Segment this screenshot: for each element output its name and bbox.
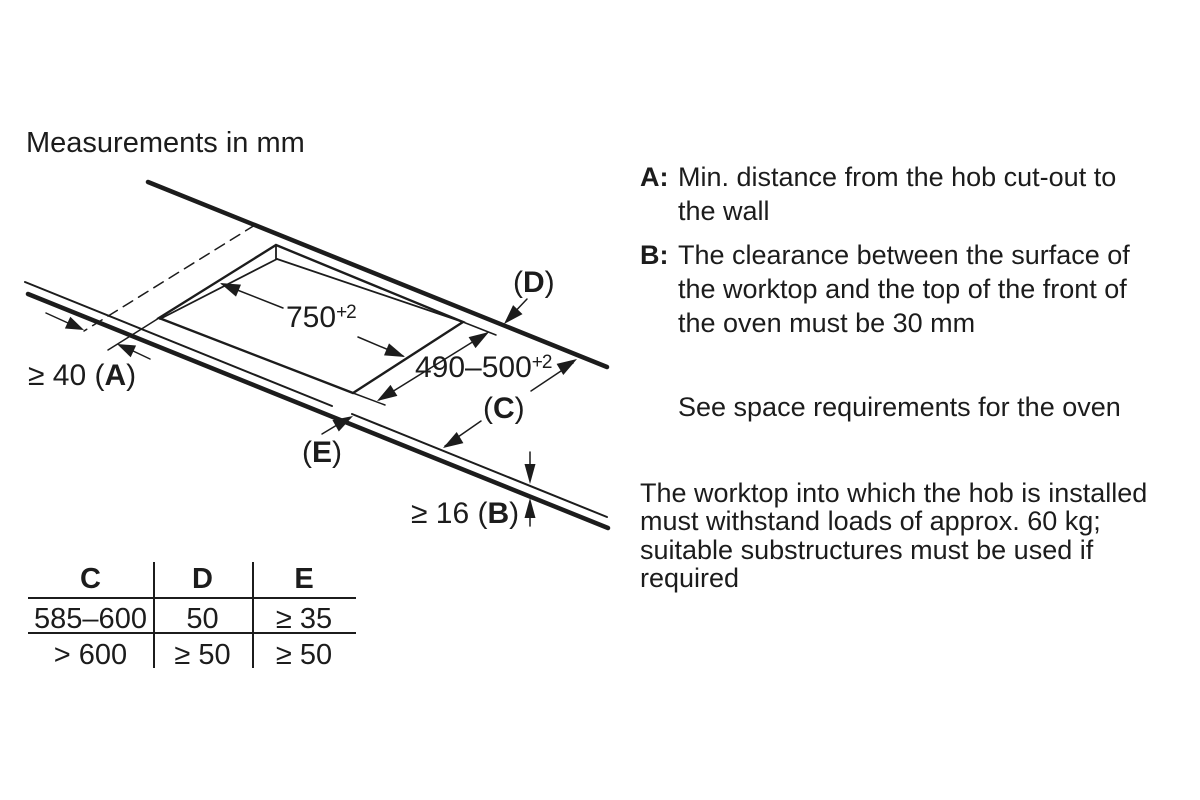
table-cell-d2: ≥ 50	[174, 639, 231, 671]
dim-a-line-left	[46, 313, 68, 323]
dim-b-label: ≥ 16 (B)	[411, 497, 520, 530]
worktop-table	[28, 562, 356, 672]
arrowhead-750-left	[220, 283, 241, 297]
page-title: Measurements in mm	[26, 127, 305, 159]
cutout-inner-left-edge	[160, 259, 277, 319]
arrowhead-490-bottom	[377, 385, 397, 401]
arrowhead-c-bottom	[443, 432, 463, 448]
leader-e-line	[322, 425, 337, 434]
dim-490-500-value: 490–500	[415, 351, 532, 384]
table-rule-header	[28, 597, 356, 599]
arrowhead-b-up	[525, 498, 536, 518]
dim-750-tolerance: +2	[336, 302, 356, 323]
table-cell-e1: ≥ 35	[275, 603, 333, 635]
extension-line-top	[463, 322, 496, 335]
arrowhead-a-right	[117, 344, 136, 357]
annotation-a-line: Min. distance from the hob cut-out to	[678, 162, 1117, 192]
annotation-b-line: The clearance between the surface of	[678, 240, 1130, 270]
arrowhead-a-left	[65, 317, 84, 330]
load-note-line: suitable substructures must be used if	[640, 535, 1094, 565]
load-note-line: must withstand loads of approx. 60 kg;	[640, 506, 1101, 536]
annotation-b-key: B:	[640, 240, 669, 270]
annotation-b-line: the oven must be 30 mm	[678, 308, 976, 338]
load-note-line: required	[640, 563, 740, 593]
dim-d-label: (D)	[513, 266, 555, 299]
table-cell-c1: 585–600	[34, 603, 147, 635]
dim-e-label: (E)	[302, 436, 343, 469]
table-header-d: D	[192, 563, 213, 595]
annotation-a-line: the wall	[678, 196, 770, 226]
arrowhead-490-top	[469, 332, 489, 348]
dim-490-500-label	[415, 351, 551, 385]
space-requirements-note: See space requirements for the oven	[678, 392, 1121, 422]
dim-c-label: (C)	[483, 392, 525, 425]
dim-a-label: ≥ 40 (A)	[28, 359, 137, 392]
table-cell-e2: ≥ 50	[275, 639, 333, 671]
annotation-b-line: the worktop and the top of the front of	[678, 274, 1127, 304]
annotation-a-key: A:	[640, 162, 669, 192]
dim-a-line-right	[131, 350, 150, 359]
dim-750-label	[286, 301, 356, 335]
load-note-line: The worktop into which the hob is installed	[640, 478, 1148, 508]
arrowhead-750-right	[384, 343, 405, 357]
table-cell-d1: 50	[186, 603, 219, 635]
arrowhead-d	[504, 305, 523, 324]
dim-750-value: 750	[286, 301, 337, 334]
table-header-c: C	[80, 563, 101, 595]
arrowhead-b-down	[525, 464, 536, 484]
dim-490-500-tolerance: +2	[531, 352, 552, 373]
table-cell-c2: > 600	[53, 639, 128, 671]
table-header-e: E	[294, 563, 314, 595]
